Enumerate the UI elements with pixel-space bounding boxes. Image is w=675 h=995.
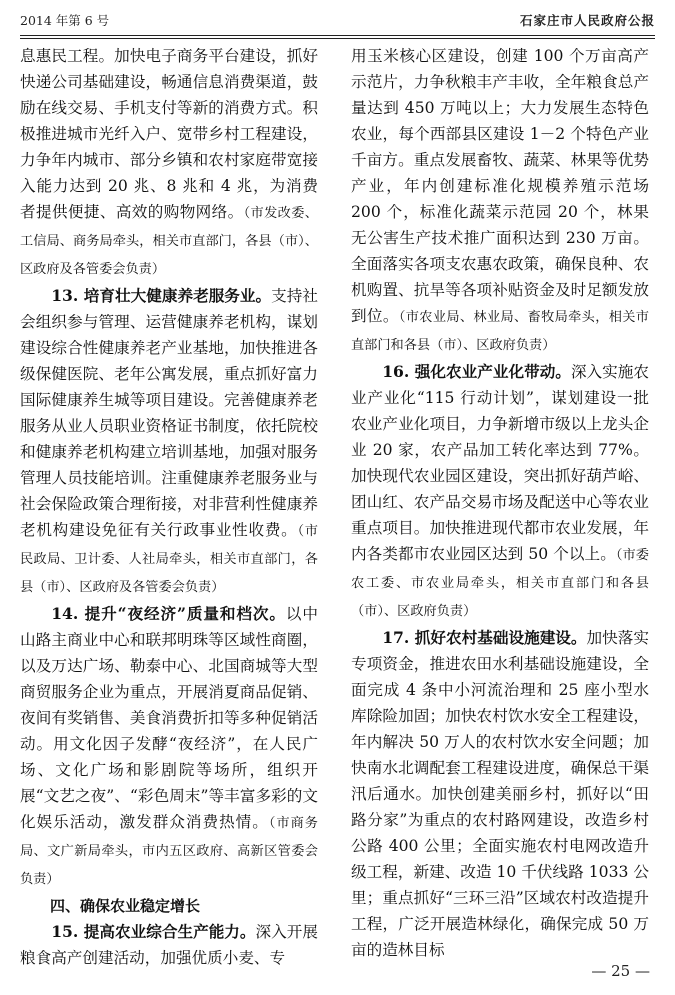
paragraph-15-start: 15. 提高农业综合生产能力。深入开展粮食高产创建活动，加强优质小麦、专 (20, 922, 318, 967)
page-number: — 25 — (591, 962, 650, 980)
responsibility-note: （市发改委、工信局、商务局牵头，相关市直部门，各县（市）、区政府及各管委会负责） (20, 206, 318, 277)
paragraph-14: 14. 提升“夜经济”质量和档次。以中山路主商业中心和联邦明珠等区域性商圈，以及万达广场、勒泰中心、北国商城等大型商贸服务企业为重点，开展消夏商品促销、夜间有奖销售、美食消费折扣等多种促销活动。用文化因子发酵“夜经济”，在人民广场、文化广场和影剧院等场所，组织开展“文艺之夜”、“彩色周末”等丰富多彩的文化娱乐活动，激发群众消费热情。（市商务局、文广新局牵头，市内五区政府、高新区管委会负责） (20, 604, 318, 887)
right-column (351, 43, 649, 963)
paragraph-17: 17. 抓好农村基础设施建设。加快落实专项资金，推进农田水利基础设施建设，全面完成 4 条中小河流治理和 25 座小型水库除险加固；加快农村饮水安全工程建设，年内解决 50 万人的农村饮水安全问题；加快南水北调配套工程建设进度，确保总干渠汛后通水。加快创建美丽乡村，抓好以“田路分家”为重点的农村路网建设，改造乡村公路 400 公里；全面实施农村电网改造升级工程，新建、改造 10 千伏线路 1033 公里；重点抓好“三环三沿”区域农村改造提升工程，广泛开展造林绿化，确保完成 50 万亩的造林目标 (351, 628, 649, 959)
item-title: 16. 强化农业产业化带动。 (382, 362, 571, 381)
responsibility-note: （市农业局、林业局、畜牧局牵头，相关市直部门和各县（市）、区政府负责） (351, 310, 649, 353)
responsibility-note: （市商务局、文广新局牵头，市内五区政府、高新区管委会负责） (20, 816, 318, 887)
paragraph-15-continued: 用玉米核心区建设，创建 100 个万亩高产示范片，力争秋粮丰产丰收，全年粮食总产量达到 450 万吨以上；大力发展生态特色农业，每个西部县区建设 1－2 个特色产业千亩方。重点发展畜牧、蔬菜、林果等优势产业，年内创建标准化规模养殖示范场 200 个，标准化蔬菜示范园 20 个，林果无公害生产技术推广面积达到 230 万亩。全面落实各项支农惠农政策，确保良种、农机购置、抗旱等各项补贴资金及时足额发放到位。（市农业局、林业局、畜牧局牵头，相关市直部门和各县（市）、区政府负责） (351, 47, 649, 353)
left-column (20, 43, 318, 971)
paragraph-13: 13. 培育壮大健康养老服务业。支持社会组织参与管理、运营健康养老机构，谋划建设综合性健康养老产业基地，加快推进各级保健医院、老年公寓发展，重点抓好富力国际健康养生城等项目建设。完善健康养老服务从业人员职业资格证书制度，依托院校和健康养老机构建立培训基地，加强对服务管理人员技能培训。注重健康养老服务业与社会保险政策合理衔接，对非营利性健康养老机构建设免征有关行政事业性收费。（市民政局、卫计委、人社局牵头，相关市直部门，各县（市）、区政府及各管委会负责） (20, 286, 318, 595)
publication-title: 石家庄市人民政府公报 (519, 13, 655, 28)
item-title: 17. 抓好农村基础设施建设。 (382, 628, 587, 647)
item-title: 15. 提高农业综合生产能力。 (51, 922, 256, 941)
paragraph-continued: 息惠民工程。加快电子商务平台建设，抓好快递公司基础建设，畅通信息消费渠道，鼓励在线交易、手机支付等新的消费方式。积极推进城市光纤入户、宽带乡村工程建设，力争年内城市、部分乡镇和农村家庭带宽接入能力达到 20 兆、8 兆和 4 兆，为消费者提供便捷、高效的购物网络。（市发改委、工信局、商务局牵头，相关市直部门，各县（市）、区政府及各管委会负责） (20, 47, 318, 277)
item-title: 14. 提升“夜经济”质量和档次。 (51, 604, 286, 623)
running-header (20, 10, 655, 32)
section-heading: 四、确保农业稳定增长 (50, 897, 201, 915)
issue-label: 2014 年第 6 号 (20, 13, 110, 28)
responsibility-note: （市民政局、卫计委、人社局牵头，相关市直部门，各县（市）、区政府及各管委会负责） (20, 524, 318, 595)
responsibility-note: （市委农工委、市农业局牵头，相关市直部门和各县（市）、区政府负责） (351, 548, 649, 619)
header-rule (20, 35, 655, 36)
item-title: 13. 培育壮大健康养老服务业。 (51, 286, 272, 305)
paragraph-16: 16. 强化农业产业化带动。深入实施农业产业化“115 行动计划”，谋划建设一批农业产业化项目，力争新增市级以上龙头企业 20 家，农产品加工转化率达到 77%。加快现代农业园区建设，突出抓好葫芦峪、团山红、农产品交易市场及配送中心等农业重点项目。加快推进现代都市农业发展，年内各类都市农业园区达到 50 个以上。（市委农工委、市农业局牵头，相关市直部门和各县（市）、区政府负责） (351, 362, 649, 619)
header-rule-thin (20, 38, 655, 39)
